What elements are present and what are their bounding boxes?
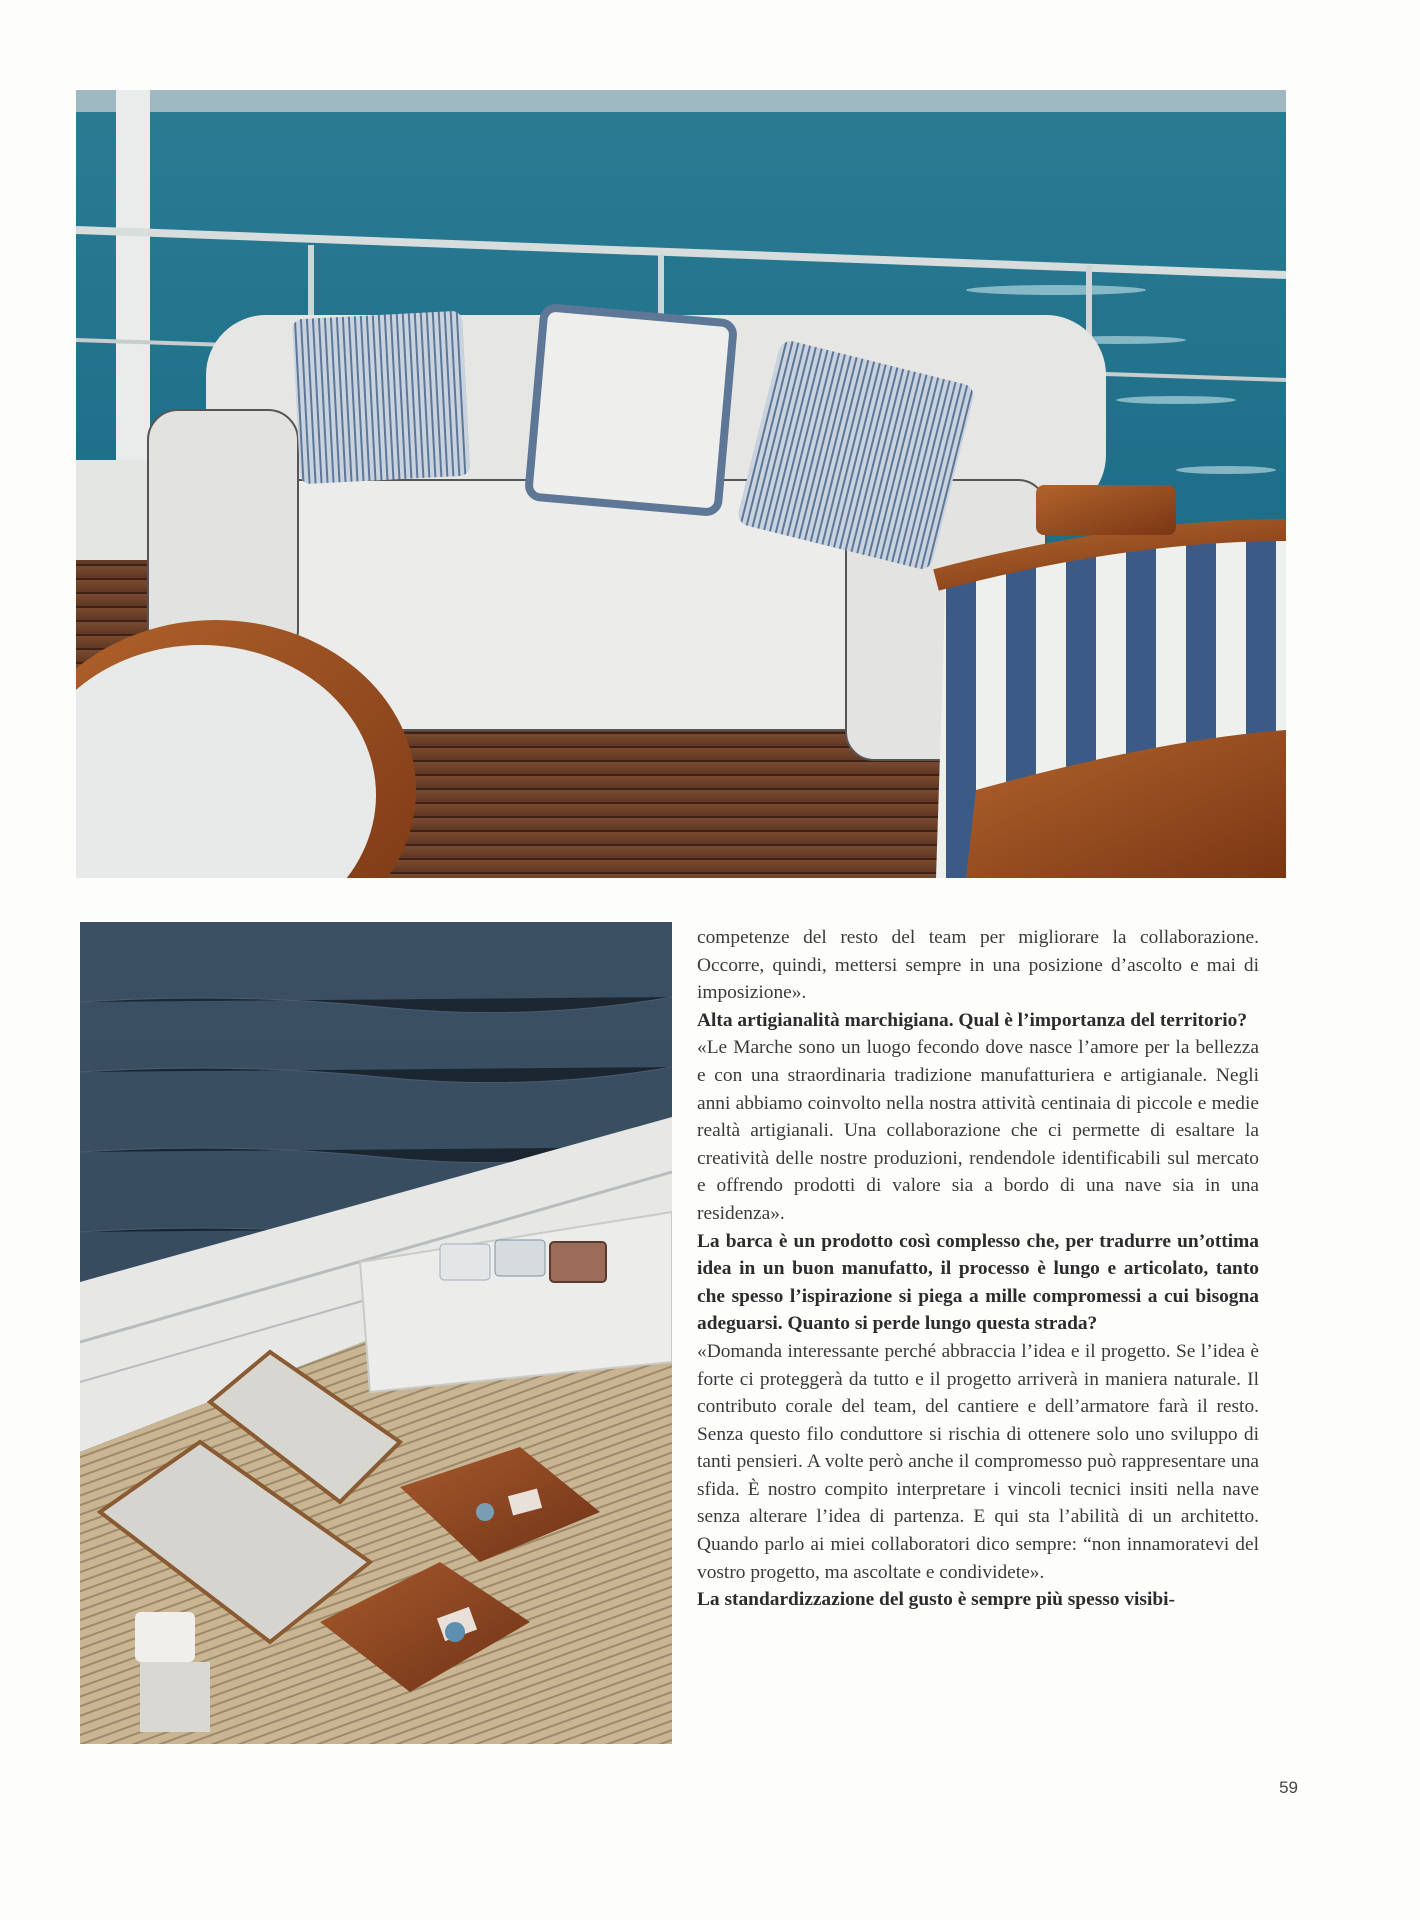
paragraph-answer: «Le Marche sono un luogo fecondo dove nasce l’amore per la bellezza e con una straordinaria tradizione manufatturiera e artigianale. Negli anni abbiamo coinvolto nella nostra attività centinaia di piccole e medie realtà artigianali. Una collaborazione che ci permette di esaltare la creatività delle nostre produzioni, rendendole identificabili sul mercato e offrendo prodotti di valore sia a bordo di una nave sia in una residenza». — [697, 1037, 1259, 1224]
page-number: 59 — [1279, 1778, 1298, 1797]
paragraph-question: Alta artigianalità marchigiana. Qual è l’importanza del territorio? — [697, 1009, 1248, 1031]
yacht-deck-loungers-photo — [80, 922, 672, 1744]
paragraph-question: La barca è un prodotto così complesso che, per tradurre un’ottima idea in un buon manufatto, il processo è lungo e articolato, tanto che spesso l’ispirazione si piega a mille compromessi a cui bisogna adeguarsi. Quanto si perde lungo questa strada? — [697, 1230, 1259, 1335]
article-body — [697, 924, 1259, 1614]
paragraph-answer: competenze del resto del team per migliorare la collaborazione. Occorre, quindi, mettersi sempre in una posizione d’ascolto e mai di imposizione». — [697, 927, 1259, 1004]
yacht-deck-sofa-photo — [76, 90, 1286, 878]
paragraph-answer: «Domanda interessante perché abbraccia l’idea e il progetto. Se l’idea è forte ci proteggerà da tutto e il progetto arriverà in maniera naturale. Il contributo corale del team, del cantiere e dell’armatore farà il resto. Senza questo filo conduttore si rischia di ottenere solo uno sviluppo di tanti pensieri. A volte però anche il compromesso può rappresentare una sfida. È nostro compito interpretare i vincoli tecnici insiti nella nave senza alterare l’idea di partenza. E qui sta l’abilità di un architetto. Quando parlo ai miei collaboratori dico sempre: “non innamoratevi del vostro progetto, ma ascoltate e condividete». — [697, 1340, 1259, 1583]
paragraph-question: La standardizzazione del gusto è sempre più spesso visibi- — [697, 1589, 1175, 1611]
